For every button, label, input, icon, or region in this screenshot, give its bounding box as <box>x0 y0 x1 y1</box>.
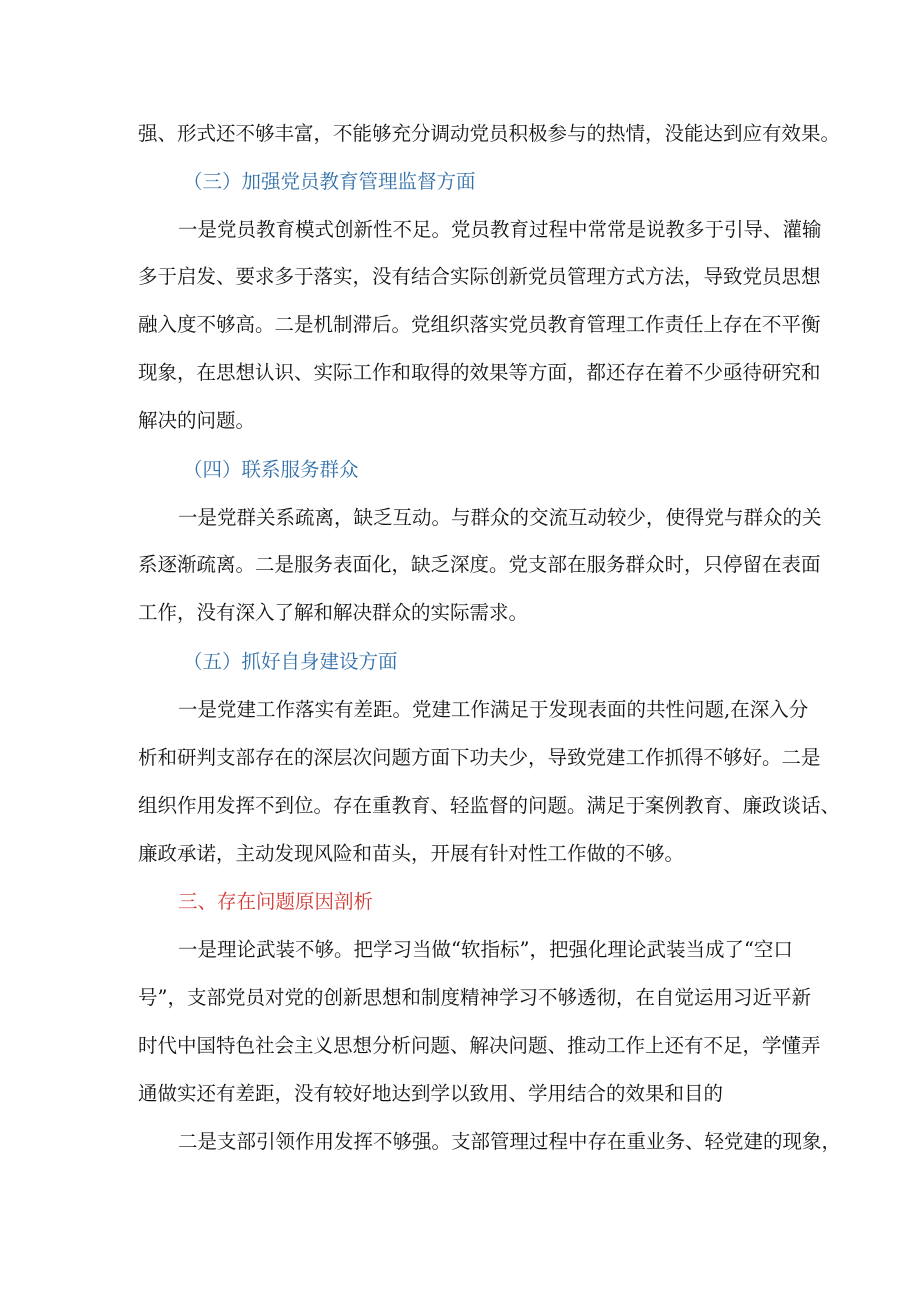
paragraph-line: 廉政承诺，主动发现风险和苗头，开展有针对性工作做的不够。 <box>138 842 685 865</box>
paragraph-line: 二是支部引领作用发挥不够强。支部管理过程中存在重业务、轻党建的现象， <box>178 1130 842 1153</box>
section-heading-5: （五）抓好自身建设方面 <box>183 650 398 673</box>
main-heading-part-3: 三、存在问题原因剖析 <box>178 890 374 913</box>
paragraph-line: 多于启发、要求多于落实，没有结合实际创新党员管理方式方法，导致党员思想 <box>138 265 821 288</box>
paragraph-line: 系逐渐疏离。二是服务表面化，缺乏深度。党支部在服务群众时，只停留在表面 <box>138 553 821 576</box>
paragraph-line: 一是党群关系疏离，缺乏互动。与群众的交流互动较少，使得党与群众的关 <box>178 506 822 529</box>
paragraph-line: 一是理论武装不够。把学习当做“软指标”，把强化理论武装当成了“空口 <box>178 938 793 961</box>
paragraph-line: 一是党建工作落实有差距。党建工作满足于发现表面的共性问题,在深入分 <box>178 698 809 721</box>
paragraph-line: 工作，没有深入了解和解决群众的实际需求。 <box>138 601 529 624</box>
paragraph-line: 现象，在思想认识、实际工作和取得的效果等方面，都还存在着不少亟待研究和 <box>138 361 821 384</box>
section-heading-4: （四）联系服务群众 <box>183 458 359 481</box>
section-heading-3: （三）加强党员教育管理监督方面 <box>183 170 476 193</box>
paragraph-line: 一是党员教育模式创新性不足。党员教育过程中常常是说教多于引导、灌输 <box>178 218 822 241</box>
paragraph-line: 融入度不够高。二是机制滞后。党组织落实党员教育管理工作责任上存在不平衡 <box>138 313 821 336</box>
paragraph-line: 时代中国特色社会主义思想分析问题、解决问题、推动工作上还有不足，学懂弄 <box>138 1034 821 1057</box>
paragraph-line: 强、形式还不够丰富，不能够充分调动党员积极参与的热情，没能达到应有效果。 <box>138 122 841 145</box>
paragraph-line: 析和研判支部存在的深层次问题方面下功夫少，导致党建工作抓得不够好。二是 <box>138 746 821 769</box>
paragraph-line: 号”，支部党员对党的创新思想和制度精神学习不够透彻，在自觉运用习近平新 <box>138 986 811 1009</box>
paragraph-line: 组织作用发挥不到位。存在重教育、轻监督的问题。满足于案例教育、廉政谈话、 <box>138 794 841 817</box>
paragraph-line: 通做实还有差距，没有较好地达到学以致用、学用结合的效果和目的 <box>138 1082 724 1105</box>
paragraph-line: 解决的问题。 <box>138 409 256 432</box>
